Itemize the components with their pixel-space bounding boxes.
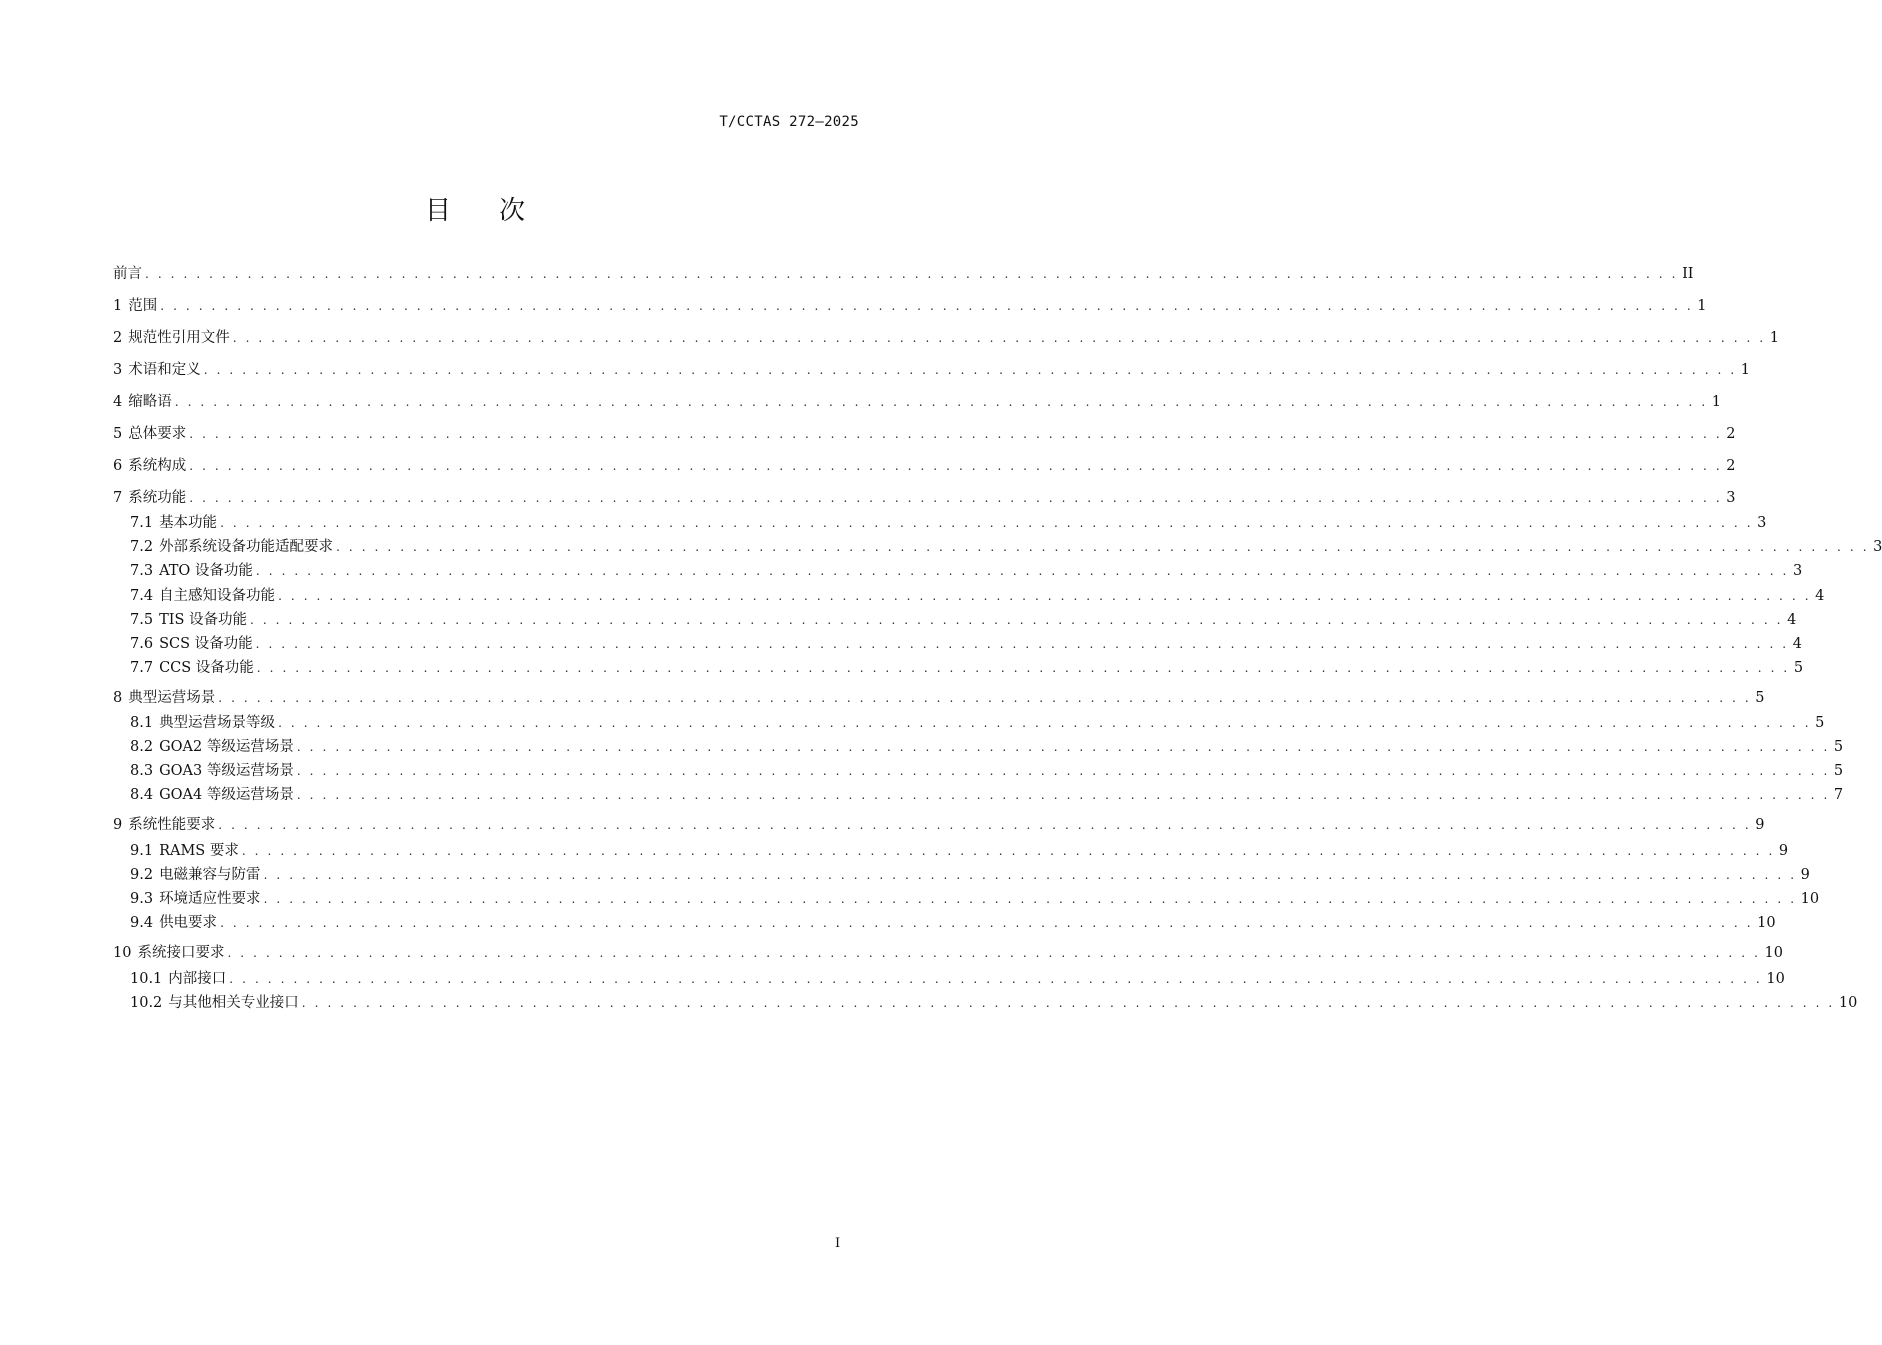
toc-entry-text: 前言 bbox=[113, 266, 142, 282]
toc-entry[interactable] bbox=[113, 423, 1736, 445]
toc-page-number: 7 bbox=[1833, 787, 1844, 803]
toc-entry-label bbox=[130, 585, 278, 607]
toc-entry[interactable] bbox=[130, 864, 1810, 886]
toc-entry-label bbox=[130, 657, 257, 679]
toc-entry[interactable] bbox=[113, 487, 1736, 509]
toc-entry-text: 系统功能 bbox=[128, 490, 187, 506]
toc-entry-number: 8.4 bbox=[130, 787, 154, 803]
toc-entry-number: 10.2 bbox=[130, 995, 163, 1011]
toc-page-number: 4 bbox=[1792, 636, 1802, 652]
toc-dot-leader: . . . . . . . . . . . . . . . . . . . . . . . . . . . . . . . . . . . . . . . . . . . . . . . . . . . . . . . . . . . . . . . . . . . . . . . . . . . . . . . . . . . . . . . . . . . . . . . . . . . . . . . . . . . . . . . . . . . . . . . . bbox=[189, 459, 1723, 473]
toc-entry-number: 7 bbox=[113, 490, 123, 506]
toc-dot-leader: . . . . . . . . . . . . . . . . . . . . . . . . . . . . . . . . . . . . . . . . . . . . . . . . . . . . . . . . . . . . . . . . . . . . . . . . . . . . . . . . . . . . . . . . . . . . . . . . . . . . . . . . . . . . . . . . . . . . . . . . bbox=[296, 764, 1830, 778]
toc-entry-text: RAMS 要求 bbox=[159, 843, 239, 859]
toc-entry-label bbox=[113, 814, 218, 836]
toc-page-number: 3 bbox=[1792, 563, 1803, 579]
toc-entry[interactable] bbox=[113, 391, 1722, 413]
toc-entry-text: 外部系统设备功能适配要求 bbox=[159, 539, 334, 555]
toc-entry-number: 7.4 bbox=[130, 588, 154, 604]
toc-entry-number: 9.2 bbox=[130, 867, 154, 883]
toc-entry-label bbox=[130, 784, 297, 806]
toc-entry-text: 与其他相关专业接口 bbox=[168, 995, 299, 1011]
toc-entry-text: GOA2 等级运营场景 bbox=[159, 739, 294, 755]
toc-entry[interactable] bbox=[130, 512, 1767, 534]
toc-entry-text: 自主感知设备功能 bbox=[159, 588, 276, 604]
toc-page-number: 1 bbox=[1711, 394, 1722, 410]
toc-page-number: 10 bbox=[1800, 891, 1820, 907]
toc-entry[interactable] bbox=[113, 814, 1765, 836]
toc-page-number: 4 bbox=[1815, 588, 1825, 604]
toc-page-number: 5 bbox=[1815, 715, 1825, 731]
toc-entry-label bbox=[113, 263, 145, 285]
toc-entry-text: 术语和定义 bbox=[128, 362, 201, 378]
toc-entry-number: 8.3 bbox=[130, 763, 154, 779]
toc-entry-number: 9.4 bbox=[130, 915, 154, 931]
toc-dot-leader: . . . . . . . . . . . . . . . . . . . . . . . . . . . . . . . . . . . . . . . . . . . . . . . . . . . . . . . . . . . . . . . . . . . . . . . . . . . . . . . . . . . . . . . . . . . . . . . . . . . . . . . . . . . . . . . . . . . . . . . . bbox=[255, 564, 1789, 578]
toc-entry-label bbox=[130, 736, 297, 758]
toc-entry[interactable] bbox=[130, 657, 1804, 679]
toc-entry[interactable] bbox=[113, 455, 1736, 477]
toc-entry[interactable] bbox=[130, 840, 1789, 862]
toc-entry-text: GOA3 等级运营场景 bbox=[159, 763, 294, 779]
toc-entry-label bbox=[113, 455, 189, 477]
toc-dot-leader: . . . . . . . . . . . . . . . . . . . . . . . . . . . . . . . . . . . . . . . . . . . . . . . . . . . . . . . . . . . . . . . . . . . . . . . . . . . . . . . . . . . . . . . . . . . . . . . . . . . . . . . . . . . . . . . . . . . . . . . . bbox=[229, 972, 1763, 986]
toc-entry[interactable] bbox=[130, 968, 1785, 990]
toc-dot-leader: . . . . . . . . . . . . . . . . . . . . . . . . . . . . . . . . . . . . . . . . . . . . . . . . . . . . . . . . . . . . . . . . . . . . . . . . . . . . . . . . . . . . . . . . . . . . . . . . . . . . . . . . . . . . . . . . . . . . . . . . bbox=[296, 740, 1830, 754]
toc-dot-leader: . . . . . . . . . . . . . . . . . . . . . . . . . . . . . . . . . . . . . . . . . . . . . . . . . . . . . . . . . . . . . . . . . . . . . . . . . . . . . . . . . . . . . . . . . . . . . . . . . . . . . . . . . . . . . . . . . . . . . . . . bbox=[189, 491, 1723, 505]
toc-entry[interactable] bbox=[130, 712, 1825, 734]
toc-entry-label bbox=[113, 391, 175, 413]
toc-entry-number: 2 bbox=[113, 330, 123, 346]
toc-page-number: 10 bbox=[1764, 945, 1783, 961]
toc-entry-number: 8.1 bbox=[130, 715, 154, 731]
toc-dot-leader: . . . . . . . . . . . . . . . . . . . . . . . . . . . . . . . . . . . . . . . . . . . . . . . . . . . . . . . . . . . . . . . . . . . . . . . . . . . . . . . . . . . . . . . . . . . . . . . . . . . . . . . . . . . . . . . . . . . . . . . . bbox=[278, 716, 1812, 730]
toc-dot-leader: . . . . . . . . . . . . . . . . . . . . . . . . . . . . . . . . . . . . . . . . . . . . . . . . . . . . . . . . . . . . . . . . . . . . . . . . . . . . . . . . . . . . . . . . . . . . . . . . . . . . . . . . . . . . . . . . . . . . . . . . bbox=[250, 613, 1784, 627]
toc-entry-label bbox=[130, 760, 297, 782]
toc-entry[interactable] bbox=[130, 585, 1825, 607]
toc-page-number: 5 bbox=[1833, 763, 1844, 779]
toc-entry-number: 9.1 bbox=[130, 843, 154, 859]
toc-entry-number: 4 bbox=[113, 394, 123, 410]
toc-page-number: 4 bbox=[1787, 612, 1797, 628]
toc-page-number: 10 bbox=[1757, 915, 1776, 931]
toc-entry[interactable] bbox=[113, 327, 1780, 349]
toc-dot-leader: . . . . . . . . . . . . . . . . . . . . . . . . . . . . . . . . . . . . . . . . . . . . . . . . . . . . . . . . . . . . . . . . . . . . . . . . . . . . . . . . . . . . . . . . . . . . . . . . . . . . . . . . . . . . . . . . . . . . . . . . bbox=[160, 299, 1694, 313]
toc-dot-leader: . . . . . . . . . . . . . . . . . . . . . . . . . . . . . . . . . . . . . . . . . . . . . . . . . . . . . . . . . . . . . . . . . . . . . . . . . . . . . . . . . . . . . . . . . . . . . . . . . . . . . . . . . . . . . . . . . . . . . . . . bbox=[218, 818, 1752, 832]
toc-entry-label bbox=[113, 423, 189, 445]
toc-dot-leader: . . . . . . . . . . . . . . . . . . . . . . . . . . . . . . . . . . . . . . . . . . . . . . . . . . . . . . . . . . . . . . . . . . . . . . . . . . . . . . . . . . . . . . . . . . . . . . . . . . . . . . . . . . . . . . . . . . . . . . . . bbox=[232, 331, 1766, 345]
toc-page-number: II bbox=[1682, 266, 1694, 282]
toc-entry-text: 系统接口要求 bbox=[137, 945, 225, 961]
toc-page-number: 2 bbox=[1726, 458, 1736, 474]
toc-entry[interactable] bbox=[113, 359, 1751, 381]
toc-entry-text: SCS 设备功能 bbox=[159, 636, 253, 652]
toc-page-number: 9 bbox=[1755, 817, 1765, 833]
toc-dot-leader: . . . . . . . . . . . . . . . . . . . . . . . . . . . . . . . . . . . . . . . . . . . . . . . . . . . . . . . . . . . . . . . . . . . . . . . . . . . . . . . . . . . . . . . . . . . . . . . . . . . . . . . . . . . . . . . . . . . . . . . . bbox=[145, 267, 1679, 281]
toc-entry[interactable] bbox=[113, 263, 1694, 285]
toc-entry-number: 6 bbox=[113, 458, 123, 474]
toc-dot-leader: . . . . . . . . . . . . . . . . . . . . . . . . . . . . . . . . . . . . . . . . . . . . . . . . . . . . . . . . . . . . . . . . . . . . . . . . . . . . . . . . . . . . . . . . . . . . . . . . . . . . . . . . . . . . . . . . . . . . . . . . bbox=[218, 691, 1752, 705]
toc-entry-text: 规范性引用文件 bbox=[128, 330, 230, 346]
toc-page-number: 1 bbox=[1769, 330, 1780, 346]
toc-entry-text: CCS 设备功能 bbox=[159, 660, 254, 676]
toc-entry[interactable] bbox=[113, 687, 1765, 709]
toc-entry-label bbox=[130, 609, 250, 631]
toc-entry-text: 环境适应性要求 bbox=[159, 891, 261, 907]
toc-entry-text: TIS 设备功能 bbox=[159, 612, 248, 628]
toc-entry-number: 1 bbox=[113, 298, 123, 314]
toc-dot-leader: . . . . . . . . . . . . . . . . . . . . . . . . . . . . . . . . . . . . . . . . . . . . . . . . . . . . . . . . . . . . . . . . . . . . . . . . . . . . . . . . . . . . . . . . . . . . . . . . . . . . . . . . . . . . . . . . . . . . . . . . bbox=[278, 589, 1812, 603]
toc-dot-leader: . . . . . . . . . . . . . . . . . . . . . . . . . . . . . . . . . . . . . . . . . . . . . . . . . . . . . . . . . . . . . . . . . . . . . . . . . . . . . . . . . . . . . . . . . . . . . . . . . . . . . . . . . . . . . . . . . . . . . . . . bbox=[263, 868, 1797, 882]
toc-entry-text: 典型运营场景 bbox=[128, 690, 216, 706]
toc-dot-leader: . . . . . . . . . . . . . . . . . . . . . . . . . . . . . . . . . . . . . . . . . . . . . . . . . . . . . . . . . . . . . . . . . . . . . . . . . . . . . . . . . . . . . . . . . . . . . . . . . . . . . . . . . . . . . . . . . . . . . . . . bbox=[256, 661, 1790, 675]
toc-dot-leader: . . . . . . . . . . . . . . . . . . . . . . . . . . . . . . . . . . . . . . . . . . . . . . . . . . . . . . . . . . . . . . . . . . . . . . . . . . . . . . . . . . . . . . . . . . . . . . . . . . . . . . . . . . . . . . . . . . . . . . . . bbox=[203, 363, 1737, 377]
toc-dot-leader: . . . . . . . . . . . . . . . . . . . . . . . . . . . . . . . . . . . . . . . . . . . . . . . . . . . . . . . . . . . . . . . . . . . . . . . . . . . . . . . . . . . . . . . . . . . . . . . . . . . . . . . . . . . . . . . . . . . . . . . . bbox=[174, 395, 1708, 409]
toc-entry-number: 7.2 bbox=[130, 539, 154, 555]
toc-entry-text: 典型运营场景等级 bbox=[159, 715, 276, 731]
toc-entry-number: 10 bbox=[113, 945, 132, 961]
toc-entry-label bbox=[130, 840, 242, 862]
toc-entry[interactable] bbox=[113, 942, 1783, 964]
toc-entry[interactable] bbox=[130, 560, 1803, 582]
toc-entry-text: 缩略语 bbox=[128, 394, 172, 410]
toc-page-number: 5 bbox=[1833, 739, 1844, 755]
toc-dot-leader: . . . . . . . . . . . . . . . . . . . . . . . . . . . . . . . . . . . . . . . . . . . . . . . . . . . . . . . . . . . . . . . . . . . . . . . . . . . . . . . . . . . . . . . . . . . . . . . . . . . . . . . . . . . . . . . . . . . . . . . . bbox=[301, 996, 1835, 1010]
toc-entry-number: 5 bbox=[113, 426, 123, 442]
toc-entry-label bbox=[130, 536, 336, 558]
toc-entry-label bbox=[113, 687, 218, 709]
toc-entry-label bbox=[130, 968, 229, 990]
toc-entry-label bbox=[130, 992, 302, 1014]
toc-entry-label bbox=[113, 942, 227, 964]
toc-entry[interactable] bbox=[130, 760, 1844, 782]
document-code: T/CCTAS 272—2025 bbox=[719, 114, 859, 130]
toc-page-number: 3 bbox=[1873, 539, 1882, 555]
toc-dot-leader: . . . . . . . . . . . . . . . . . . . . . . . . . . . . . . . . . . . . . . . . . . . . . . . . . . . . . . . . . . . . . . . . . . . . . . . . . . . . . . . . . . . . . . . . . . . . . . . . . . . . . . . . . . . . . . . . . . . . . . . . bbox=[241, 844, 1775, 858]
toc-entry-number: 7.3 bbox=[130, 563, 154, 579]
toc-entry-number: 8 bbox=[113, 690, 123, 706]
toc-dot-leader: . . . . . . . . . . . . . . . . . . . . . . . . . . . . . . . . . . . . . . . . . . . . . . . . . . . . . . . . . . . . . . . . . . . . . . . . . . . . . . . . . . . . . . . . . . . . . . . . . . . . . . . . . . . . . . . . . . . . . . . . bbox=[189, 427, 1723, 441]
toc-dot-leader: . . . . . . . . . . . . . . . . . . . . . . . . . . . . . . . . . . . . . . . . . . . . . . . . . . . . . . . . . . . . . . . . . . . . . . . . . . . . . . . . . . . . . . . . . . . . . . . . . . . . . . . . . . . . . . . . . . . . . . . . bbox=[227, 946, 1761, 960]
toc-dot-leader: . . . . . . . . . . . . . . . . . . . . . . . . . . . . . . . . . . . . . . . . . . . . . . . . . . . . . . . . . . . . . . . . . . . . . . . . . . . . . . . . . . . . . . . . . . . . . . . . . . . . . . . . . . . . . . . . . . . . . . . . bbox=[255, 637, 1789, 651]
toc-entry-text: GOA4 等级运营场景 bbox=[159, 787, 294, 803]
toc-page-number: 5 bbox=[1755, 690, 1765, 706]
toc-page-number: 1 bbox=[1697, 298, 1707, 314]
toc-entry-number: 7.6 bbox=[130, 636, 154, 652]
toc-entry-label bbox=[130, 912, 220, 934]
toc-dot-leader: . . . . . . . . . . . . . . . . . . . . . . . . . . . . . . . . . . . . . . . . . . . . . . . . . . . . . . . . . . . . . . . . . . . . . . . . . . . . . . . . . . . . . . . . . . . . . . . . . . . . . . . . . . . . . . . . . . . . . . . . bbox=[296, 788, 1830, 802]
toc-entry[interactable] bbox=[130, 992, 1858, 1014]
toc-page-number: 9 bbox=[1778, 843, 1789, 859]
toc-entry[interactable] bbox=[130, 912, 1776, 934]
toc-page-number: 10 bbox=[1838, 995, 1858, 1011]
toc-entry-number: 3 bbox=[113, 362, 123, 378]
toc-page-number: 3 bbox=[1757, 515, 1767, 531]
toc-entry-number: 7.7 bbox=[130, 660, 154, 676]
toc-entry-label bbox=[130, 633, 256, 655]
toc-entry[interactable] bbox=[130, 609, 1797, 631]
toc-entry-text: 系统性能要求 bbox=[128, 817, 216, 833]
toc-entry[interactable] bbox=[130, 536, 1882, 558]
toc-entry-label bbox=[113, 359, 204, 381]
toc-entry[interactable] bbox=[130, 633, 1802, 655]
toc-entry-label bbox=[130, 712, 278, 734]
toc-entry-text: 基本功能 bbox=[159, 515, 218, 531]
toc-page-number: 3 bbox=[1726, 490, 1736, 506]
toc-page-number: 9 bbox=[1800, 867, 1810, 883]
toc-entry-text: 电磁兼容与防雷 bbox=[159, 867, 261, 883]
toc-entry-label bbox=[130, 512, 220, 534]
page-number: I bbox=[835, 1236, 841, 1251]
toc-entry-label bbox=[130, 560, 256, 582]
toc-dot-leader: . . . . . . . . . . . . . . . . . . . . . . . . . . . . . . . . . . . . . . . . . . . . . . . . . . . . . . . . . . . . . . . . . . . . . . . . . . . . . . . . . . . . . . . . . . . . . . . . . . . . . . . . . . . . . . . . . . . . . . . . bbox=[336, 540, 1870, 554]
toc-entry-number: 9 bbox=[113, 817, 123, 833]
toc-entry-number: 7.1 bbox=[130, 515, 154, 531]
toc-entry-label bbox=[113, 487, 189, 509]
page-title: 目次 bbox=[424, 196, 573, 226]
toc-entry-text: 总体要求 bbox=[128, 426, 187, 442]
toc-entry[interactable] bbox=[130, 784, 1844, 806]
toc-dot-leader: . . . . . . . . . . . . . . . . . . . . . . . . . . . . . . . . . . . . . . . . . . . . . . . . . . . . . . . . . . . . . . . . . . . . . . . . . . . . . . . . . . . . . . . . . . . . . . . . . . . . . . . . . . . . . . . . . . . . . . . . bbox=[263, 892, 1797, 906]
toc-entry[interactable] bbox=[130, 888, 1820, 910]
toc-page-number: 10 bbox=[1766, 971, 1785, 987]
toc-entry-text: 系统构成 bbox=[128, 458, 187, 474]
toc-entry[interactable] bbox=[113, 295, 1707, 317]
toc-entry-number: 9.3 bbox=[130, 891, 154, 907]
toc-entry-text: 范围 bbox=[128, 298, 158, 314]
toc-page-number: 5 bbox=[1793, 660, 1804, 676]
toc-entry-label bbox=[130, 864, 264, 886]
toc-entry-label bbox=[113, 327, 233, 349]
toc-entry-text: ATO 设备功能 bbox=[159, 563, 253, 579]
toc-dot-leader: . . . . . . . . . . . . . . . . . . . . . . . . . . . . . . . . . . . . . . . . . . . . . . . . . . . . . . . . . . . . . . . . . . . . . . . . . . . . . . . . . . . . . . . . . . . . . . . . . . . . . . . . . . . . . . . . . . . . . . . . bbox=[220, 516, 1754, 530]
toc-entry-label bbox=[130, 888, 264, 910]
toc-entry-text: 内部接口 bbox=[168, 971, 227, 987]
toc-entry-number: 8.2 bbox=[130, 739, 154, 755]
toc-entry[interactable] bbox=[130, 736, 1844, 758]
toc-entry-number: 10.1 bbox=[130, 971, 163, 987]
toc-page-number: 1 bbox=[1740, 362, 1751, 378]
toc-entry-text: 供电要求 bbox=[159, 915, 218, 931]
toc-entry-number: 7.5 bbox=[130, 612, 154, 628]
toc-dot-leader: . . . . . . . . . . . . . . . . . . . . . . . . . . . . . . . . . . . . . . . . . . . . . . . . . . . . . . . . . . . . . . . . . . . . . . . . . . . . . . . . . . . . . . . . . . . . . . . . . . . . . . . . . . . . . . . . . . . . . . . . bbox=[220, 916, 1754, 930]
toc-entry-label bbox=[113, 295, 160, 317]
toc-page-number: 2 bbox=[1726, 426, 1736, 442]
